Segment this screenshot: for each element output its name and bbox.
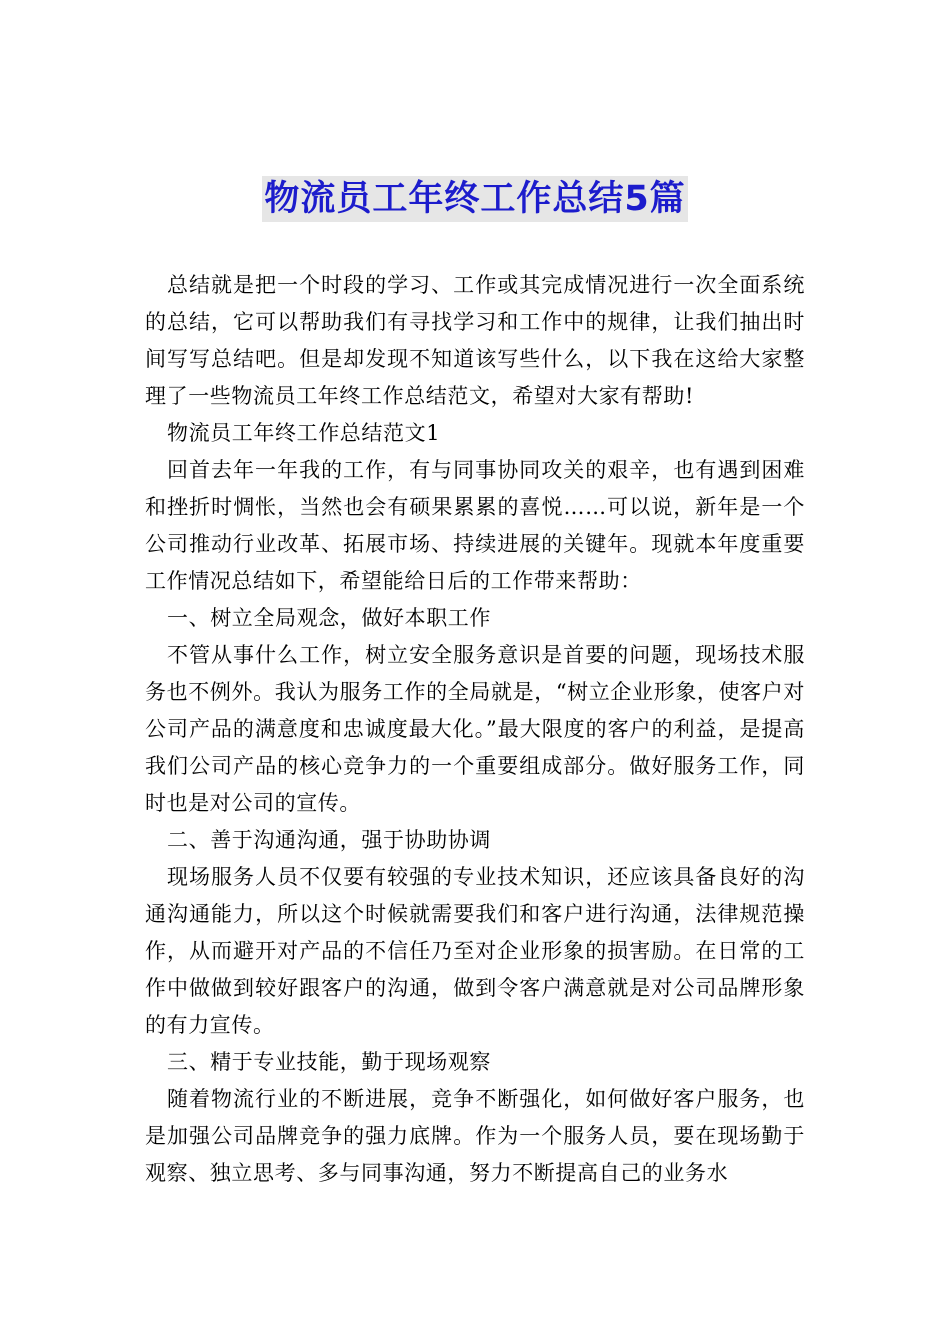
body-paragraph: 回首去年一年我的工作，有与同事协同攻关的艰辛，也有遇到困难和挫折时惆怅，当然也会有硕果累累的喜悦……可以说，新年是一个公司推动行业改革、拓展市场、持续进展的关键年。现就本年度重要工作情况总结如下，希望能给日后的工作带来帮助： [145, 458, 805, 593]
body-paragraph: 现场服务人员不仅要有较强的专业技术知识，还应该具备良好的沟通沟通能力，所以这个时候就需要我们和客户进行沟通，法律规范操作，从而避开对产品的不信任乃至对企业形象的损害励。在日常的工作中做做到较好跟客户的沟通，做到令客户满意就是对公司品牌形象的有力宣传。 [145, 865, 805, 1037]
subheading-1: 一、树立全局观念，做好本职工作 [167, 606, 491, 630]
document-title: 物流员工年终工作总结5篇 [262, 176, 687, 222]
subheading-2: 二、善于沟通沟通，强于协助协调 [167, 828, 491, 852]
title-container [0, 176, 950, 222]
body-paragraph: 不管从事什么工作，树立安全服务意识是首要的问题，现场技术服务也不例外。我认为服务工作的全局就是，“树立企业形象，使客户对公司产品的满意度和忠诚度最大化。”最大限度的客户的利益，是提高我们公司产品的核心竞争力的一个重要组成部分。做好服务工作，同时也是对公司的宣传。 [145, 643, 805, 815]
document-body [145, 267, 805, 1192]
body-paragraph: 随着物流行业的不断进展，竞争不断强化，如何做好客户服务，也是加强公司品牌竞争的强力底牌。作为一个服务人员，要在现场勤于观察、独立思考、多与同事沟通，努力不断提高自己的业务水 [145, 1087, 805, 1185]
intro-paragraph: 总结就是把一个时段的学习、工作或其完成情况进行一次全面系统的总结，它可以帮助我们有寻找学习和工作中的规律，让我们抽出时间写写总结吧。但是却发现不知道该写些什么，以下我在这给大家整理了一些物流员工年终工作总结范文，希望对大家有帮助! [145, 273, 805, 408]
subheading-3: 三、精于专业技能，勤于现场观察 [167, 1050, 491, 1074]
section-title-sample-1: 物流员工年终工作总结范文1 [167, 421, 441, 445]
